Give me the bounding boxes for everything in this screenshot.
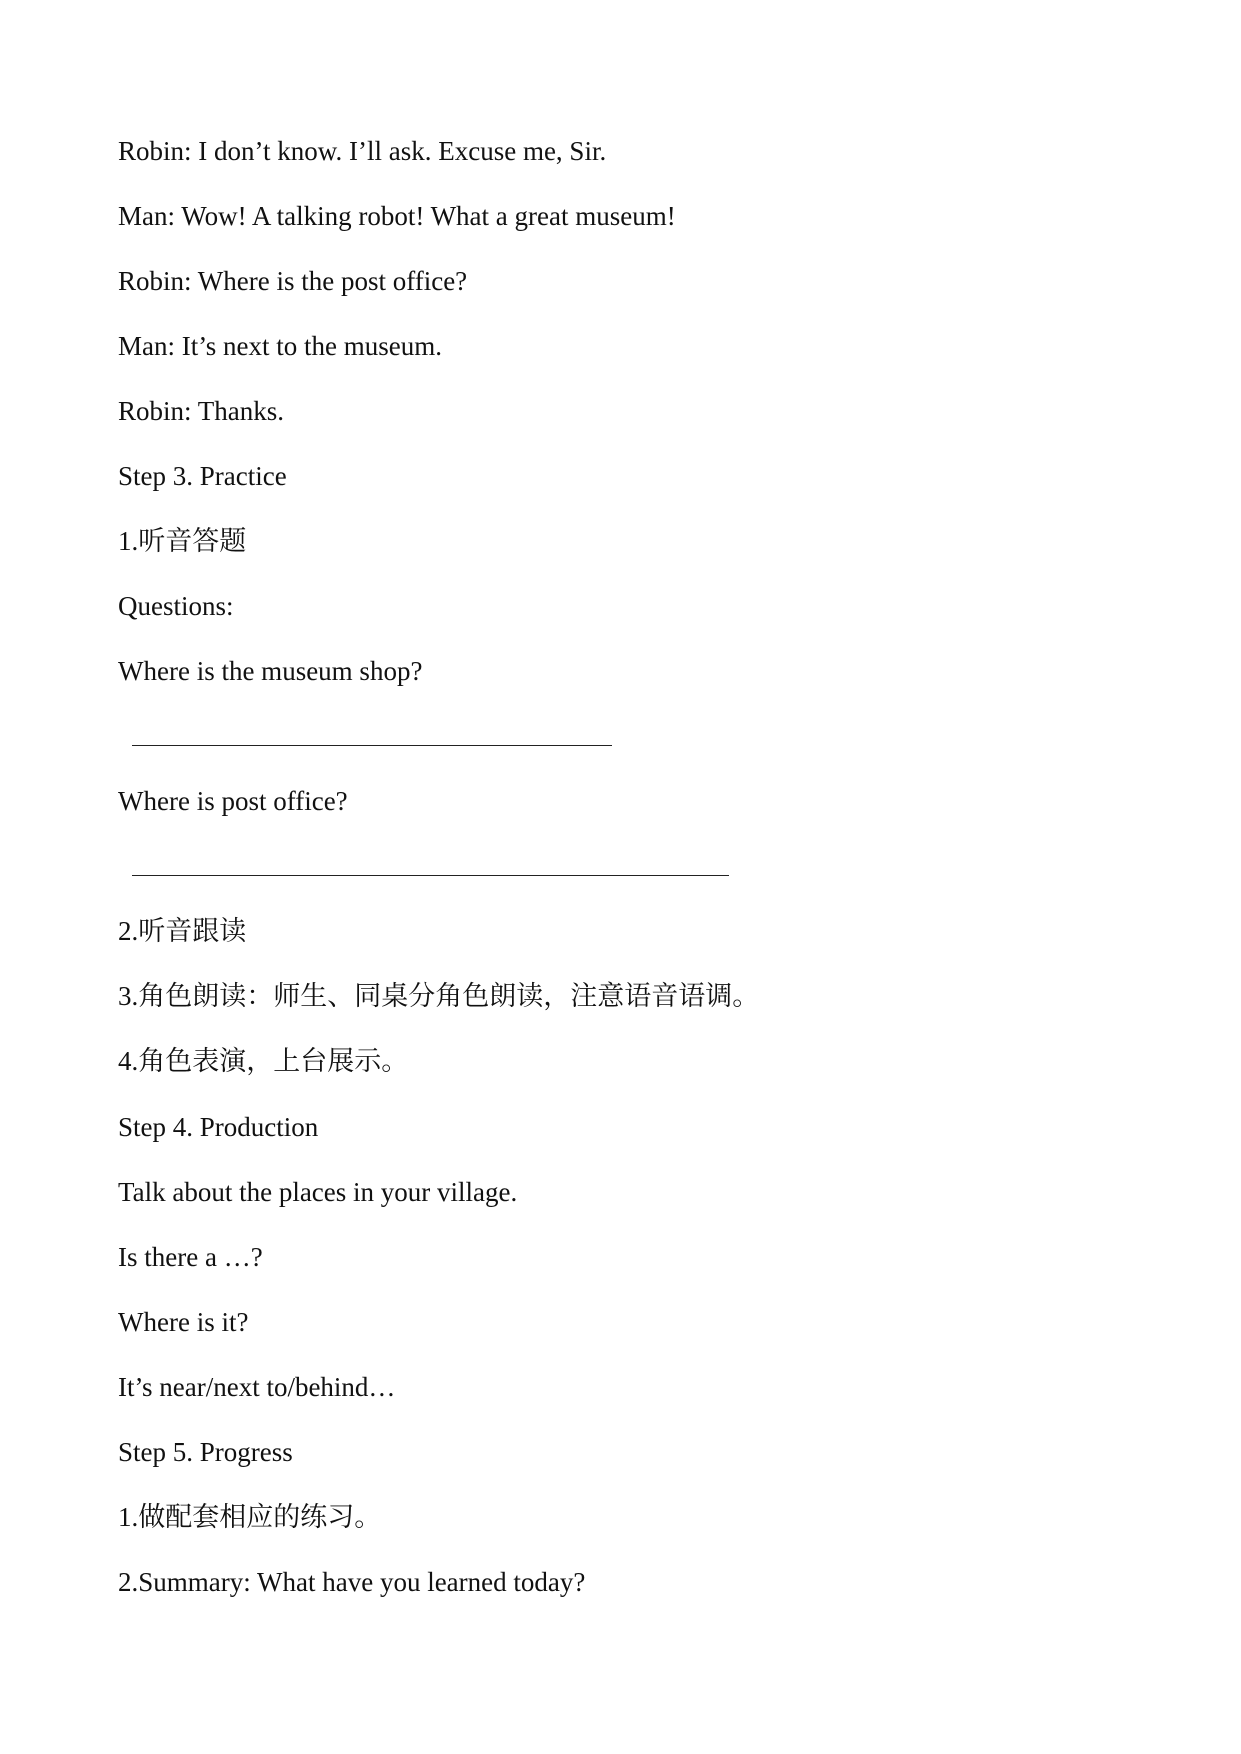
answer-blank-line (132, 745, 612, 746)
dialogue-line-robin-thanks: Robin: Thanks. (118, 396, 285, 426)
question-museum-shop: Where is the museum shop? (118, 656, 423, 686)
role-play-item: 4.角色表演，上台展示。 (118, 1046, 409, 1076)
step-4-heading: Step 4. Production (118, 1112, 319, 1142)
dialogue-line-man-wow: Man: Wow! A talking robot! What a great museum! (118, 201, 676, 231)
exercise-item: 1.做配套相应的练习。 (118, 1502, 382, 1532)
listen-answer-item: 1.听音答题 (118, 526, 247, 556)
talk-places-line: Talk about the places in your village. (118, 1177, 518, 1207)
listen-repeat-item: 2.听音跟读 (118, 916, 247, 946)
step-5-heading: Step 5. Progress (118, 1437, 293, 1467)
dialogue-line-man-next: Man: It’s next to the museum. (118, 331, 442, 361)
question-post-office: Where is post office? (118, 786, 348, 816)
dialogue-line-robin-ask: Robin: I don’t know. I’ll ask. Excuse me, Sir. (118, 136, 607, 166)
questions-label: Questions: (118, 591, 234, 621)
pattern-its-near: It’s near/next to/behind… (118, 1372, 396, 1402)
step-3-heading: Step 3. Practice (118, 461, 287, 491)
summary-item: 2.Summary: What have you learned today? (118, 1567, 586, 1597)
dialogue-line-robin-where: Robin: Where is the post office? (118, 266, 468, 296)
pattern-where-is-it: Where is it? (118, 1307, 249, 1337)
pattern-is-there: Is there a …? (118, 1242, 263, 1272)
answer-blank-line (132, 875, 729, 876)
role-reading-item: 3.角色朗读：师生、同桌分角色朗读，注意语音语调。 (118, 981, 760, 1011)
